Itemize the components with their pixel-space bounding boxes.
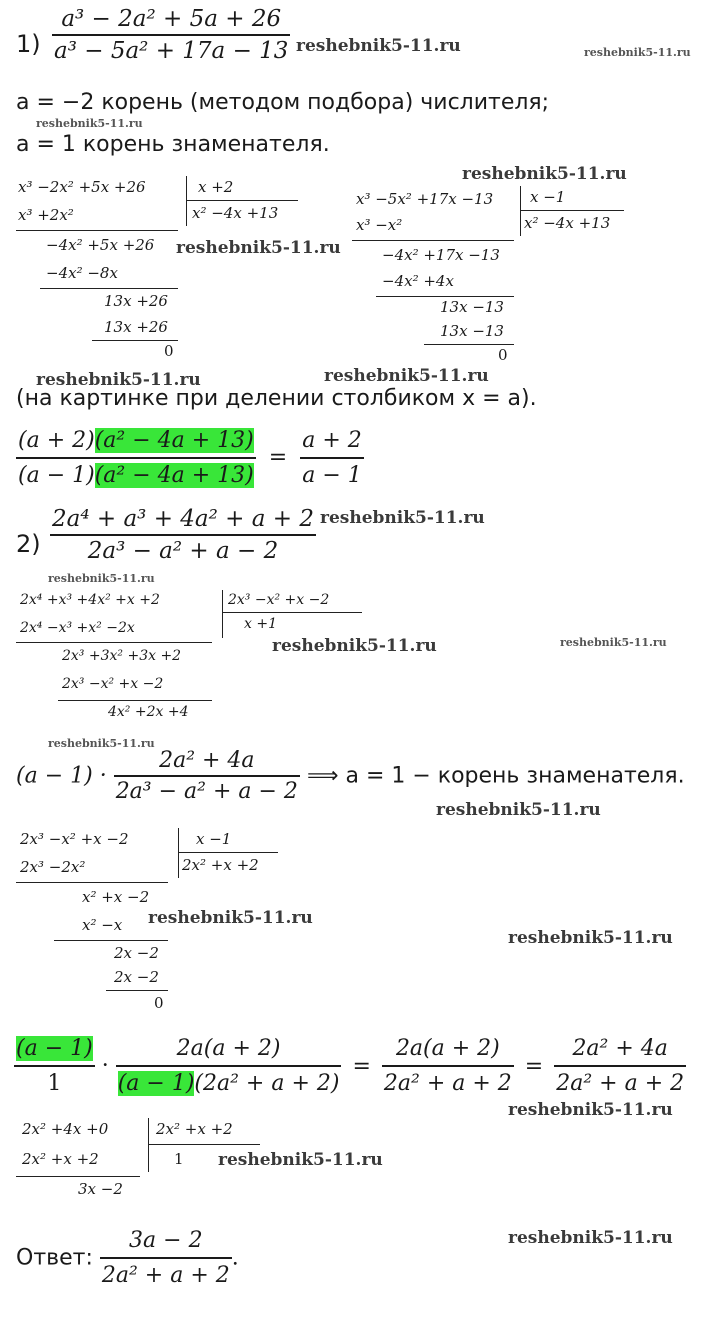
chain-f3-numerator: 2a(a + 2) [382, 1036, 514, 1067]
chain-f4-numerator: 2a² + 4a [554, 1036, 686, 1067]
part1-line1: a = −2 корень (методом подбора) числителя; [16, 90, 550, 115]
part2-label: 2) [16, 530, 41, 558]
div-c-row4: 2x³ −x² +x −2 [62, 676, 164, 692]
div-d-row3: x² +x −2 [82, 888, 150, 906]
part1-fraction [52, 6, 290, 64]
div-d-row6: 2x −2 [114, 968, 159, 986]
div-b-row1: x³ −5x² +17x −13 [356, 190, 494, 208]
part2-denominator: 2a³ − a² + a − 2 [87, 538, 279, 564]
chain-f1-denominator: 1 [47, 1071, 62, 1096]
watermark-small: reshebnik5-11.ru [560, 636, 667, 649]
div-c-remainder: 4x² +2x +4 [108, 704, 189, 720]
part2-numerator: 2a⁴ + a³ + 4a² + a + 2 [50, 506, 316, 536]
watermark-small: reshebnik5-11.ru [584, 46, 691, 59]
result-numerator: a + 2 [300, 428, 364, 459]
watermark: reshebnik5-11.ru [508, 928, 673, 948]
root-line-denominator: 2a³ − a² + a − 2 [115, 779, 298, 804]
watermark-small: reshebnik5-11.ru [36, 117, 143, 130]
div-c-quotient: x +1 [244, 616, 277, 632]
div-e-remainder: 3x −2 [78, 1180, 123, 1198]
div-c-row1: 2x⁴ +x³ +4x² +x +2 [20, 592, 160, 608]
chain-f2-numerator: 2a(a + 2) [116, 1036, 342, 1067]
div-d-row4: x² −x [82, 916, 123, 934]
div-e-divisor: 2x² +x +2 [156, 1120, 233, 1138]
watermark: reshebnik5-11.ru [218, 1150, 383, 1170]
div-b-remainder: 0 [498, 346, 508, 364]
div-a-divisor: x +2 [198, 178, 234, 196]
div-b-row4: −4x² +4x [382, 272, 454, 290]
part2-chain [14, 1036, 686, 1096]
div-a-row4: −4x² −8x [46, 264, 118, 282]
div-b-divisor: x −1 [530, 188, 566, 206]
watermark: reshebnik5-11.ru [324, 366, 489, 386]
div-d-row5: 2x −2 [114, 944, 159, 962]
chain-dot: · [101, 1053, 109, 1079]
eq-num-factor: (a + 2) [18, 428, 95, 453]
chain-f3-denominator: 2a² + a + 2 [383, 1071, 512, 1096]
answer-label: Ответ: [16, 1245, 93, 1271]
part2-fraction [50, 506, 316, 564]
div-a-quotient: x² −4x +13 [192, 204, 279, 222]
div-b-quotient: x² −4x +13 [524, 214, 611, 232]
part2-root-line [16, 748, 685, 804]
watermark: reshebnik5-11.ru [508, 1100, 673, 1120]
answer-block [16, 1228, 239, 1288]
div-a-row2: x³ +2x² [18, 206, 74, 224]
watermark: reshebnik5-11.ru [320, 508, 485, 528]
div-e-quotient: 1 [174, 1150, 184, 1168]
chain-f1-numerator: (a − 1) [16, 1036, 93, 1061]
watermark-small: reshebnik5-11.ru [48, 572, 155, 585]
watermark: reshebnik5-11.ru [272, 636, 437, 656]
div-b-row3: −4x² +17x −13 [382, 246, 500, 264]
part1-numerator: a³ − 2a² + 5a + 26 [52, 6, 290, 36]
watermark: reshebnik5-11.ru [296, 36, 461, 56]
part1-note: (на картинке при делении столбиком x = a). [16, 386, 537, 411]
div-a-row5: 13x +26 [104, 292, 168, 310]
part1-denominator: a³ − 5a² + 17a − 13 [54, 38, 289, 64]
eq-den-highlight: (a² − 4a + 13) [94, 463, 254, 488]
div-d-row2: 2x³ −2x² [20, 858, 86, 876]
div-a-row6: 13x +26 [104, 318, 168, 336]
div-b-row2: x³ −x² [356, 216, 403, 234]
chain-eq1: = [352, 1053, 371, 1079]
part1-label: 1) [16, 30, 41, 58]
result-denominator: a − 1 [302, 463, 362, 488]
div-c-divisor: 2x³ −x² +x −2 [228, 592, 330, 608]
answer-denominator: 2a² + a + 2 [101, 1263, 230, 1288]
chain-f2-den-highlight: (a − 1) [117, 1071, 195, 1096]
watermark: reshebnik5-11.ru [176, 238, 341, 258]
div-d-row1: 2x³ −x² +x −2 [20, 830, 129, 848]
div-d-remainder: 0 [154, 994, 164, 1012]
watermark: reshebnik5-11.ru [462, 164, 627, 184]
div-d-quotient: 2x² +x +2 [182, 856, 259, 874]
answer-period: . [231, 1245, 239, 1271]
root-line-conclusion: ⟹ a = 1 − корень знаменателя. [306, 763, 685, 789]
div-b-row5: 13x −13 [440, 298, 504, 316]
eq-num-highlight: (a² − 4a + 13) [94, 428, 254, 453]
watermark: reshebnik5-11.ru [36, 370, 201, 390]
watermark-small: reshebnik5-11.ru [48, 737, 155, 750]
part1-reduction [16, 428, 364, 488]
root-line-numerator: 2a² + 4a [114, 748, 300, 777]
eq-sign: = [268, 445, 288, 470]
watermark: reshebnik5-11.ru [508, 1228, 673, 1248]
answer-numerator: 3a − 2 [100, 1228, 232, 1259]
chain-f2-den-rest: (2a² + a + 2) [194, 1071, 340, 1096]
root-line-prefix: (a − 1) · [16, 763, 107, 789]
div-d-divisor: x −1 [196, 830, 232, 848]
part1-line2: a = 1 корень знаменателя. [16, 132, 330, 157]
div-e-row2: 2x² +x +2 [22, 1150, 99, 1168]
div-c-row3: 2x³ +3x² +3x +2 [62, 648, 182, 664]
div-a-remainder: 0 [164, 342, 174, 360]
watermark: reshebnik5-11.ru [436, 800, 601, 820]
chain-eq2: = [524, 1053, 544, 1079]
eq-den-factor: (a − 1) [18, 463, 95, 488]
div-a-row1: x³ −2x² +5x +26 [18, 178, 146, 196]
div-e-row1: 2x² +4x +0 [22, 1120, 109, 1138]
watermark: reshebnik5-11.ru [148, 908, 313, 928]
div-a-row3: −4x² +5x +26 [46, 236, 155, 254]
div-b-row6: 13x −13 [440, 322, 504, 340]
div-c-row2: 2x⁴ −x³ +x² −2x [20, 620, 135, 636]
chain-f4-denominator: 2a² + a + 2 [556, 1071, 685, 1096]
